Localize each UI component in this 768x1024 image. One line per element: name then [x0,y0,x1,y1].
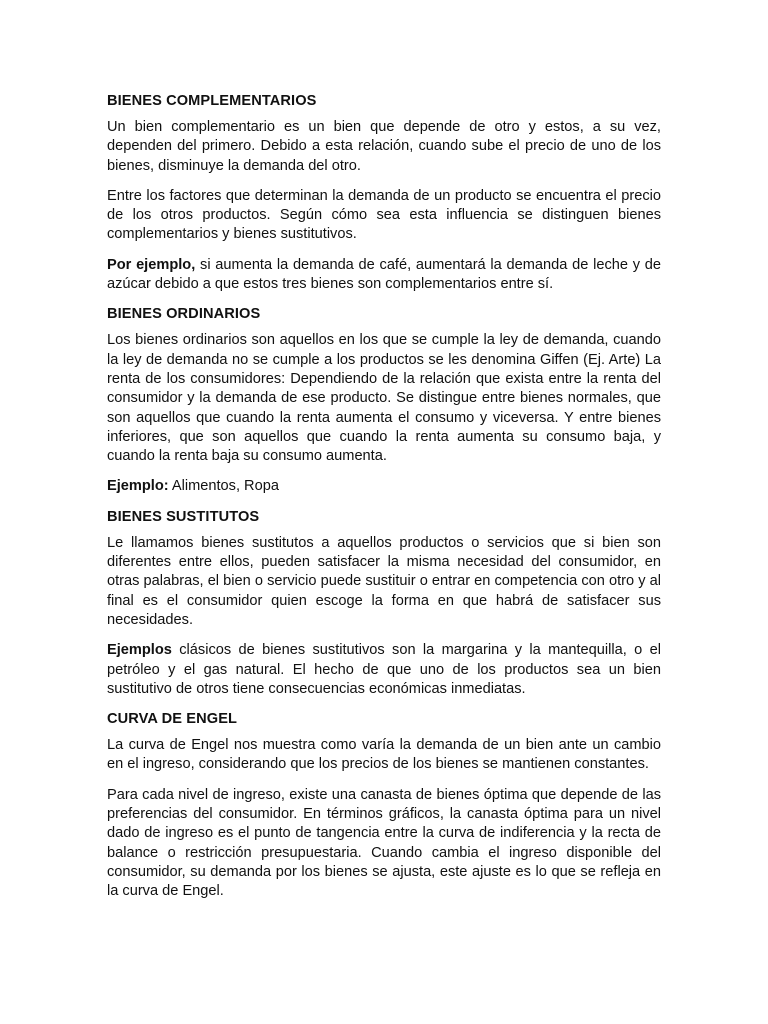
example-paragraph [107,641,661,699]
section-heading: CURVA DE ENGEL [107,711,238,728]
section-heading: BIENES ORDINARIOS [107,306,261,323]
example-text: clásicos de bienes sustitutivos son la margarina y la mantequilla, o el petróleo y el gas natural. El hecho de que uno de los productos sea un bien sustitutivo de otros tiene consecuencias económicas inmediatas. [107,642,661,697]
paragraph: Los bienes ordinarios son aquellos en los que se cumple la ley de demanda, cuando la ley de demanda no se cumple a los productos se les denomina Giffen (Ej. Arte) La renta de los consumidores: Dependiendo de la relación que exista entre la renta del consumidor y la demanda de ese producto. Se distingue entre bienes normales, que son aquellos que cuando la renta aumenta el consumo y viceversa. Y entre bienes inferiores, que son aquellos que cuando la renta aumenta su consumo baja, y cuando la renta baja su consumo aumenta. [107,332,661,465]
section-bienes-sustitutos [107,508,661,699]
paragraph: Le llamamos bienes sustitutos a aquellos productos o servicios que si bien son diferentes entre ellos, pueden satisfacer la misma necesidad del consumidor, en otras palabras, el bien o servicio puede sustituir o entrar en competencia con otro y al final es el consumidor quien escoge la forma en que habrá de satisfacer sus necesidades. [107,534,661,628]
paragraph: Un bien complementario es un bien que depende de otro y estos, a su vez, dependen del primero. Debido a esta relación, cuando sube el precio de uno de los bienes, disminuye la demanda del otro. [107,119,661,174]
paragraph: Entre los factores que determinan la demanda de un producto se encuentra el precio de los otros productos. Según cómo sea esta influencia se distinguen bienes complementarios y bienes sustitutivos. [107,187,661,243]
example-lead: Por ejemplo, [107,256,196,273]
example-paragraph [107,256,661,295]
section-heading: BIENES SUSTITUTOS [107,508,260,525]
section-bienes-complementarios [107,92,661,294]
section-heading: BIENES COMPLEMENTARIOS [107,93,317,109]
example-paragraph [107,477,661,496]
example-lead: Ejemplos [107,642,172,659]
example-text: Alimentos, Ropa [168,478,279,495]
section-bienes-ordinarios [107,305,661,496]
example-text: si aumenta la demanda de café, aumentará la demanda de leche y de azúcar debido a que estos tres bienes son complementarios entre sí. [107,256,661,293]
example-lead: Ejemplo: [107,478,169,495]
section-curva-de-engel [107,710,661,901]
paragraph: La curva de Engel nos muestra como varía la demanda de un bien ante un cambio en el ingreso, considerando que los precios de los bienes se mantienen constantes. [107,737,661,773]
paragraph: Para cada nivel de ingreso, existe una canasta de bienes óptima que depende de las preferencias del consumidor. En términos gráficos, la canasta óptima para un nivel dado de ingreso es el punto de tangencia entre la curva de indiferencia y la recta de balance o restricción presupuestaria. Cuando cambia el ingreso disponible del consumidor, su demanda por los bienes se ajusta, este ajuste es lo que se refleja en la curva de Engel. [107,786,661,900]
